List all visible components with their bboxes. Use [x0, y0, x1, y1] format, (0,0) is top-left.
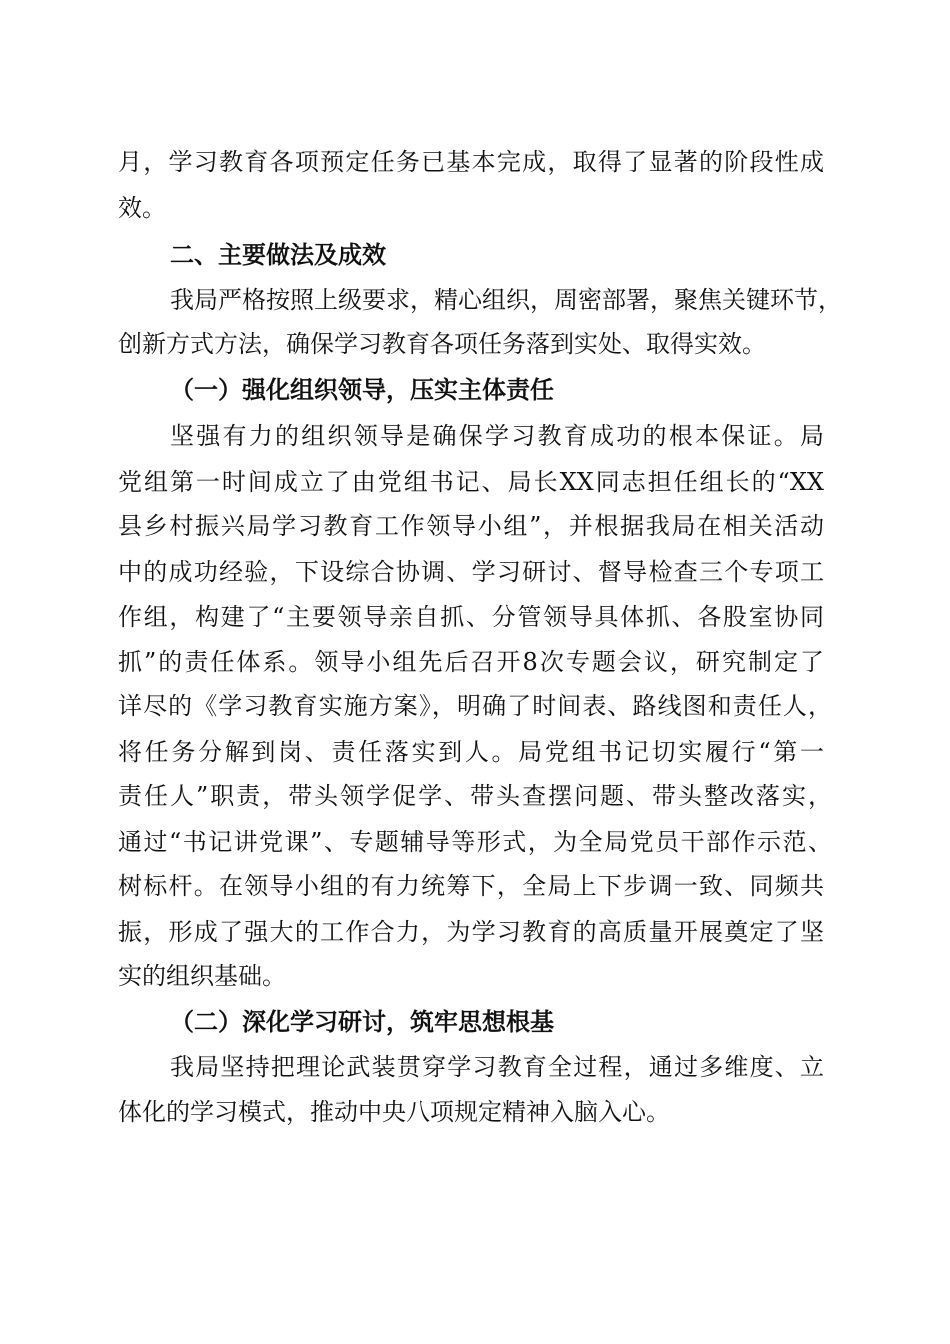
- body-text-line: 振，形成了强大的工作合力，为学习教育的高质量开展奠定了坚: [118, 918, 824, 946]
- body-text-line: 中的成功经验，下设综合协调、学习研讨、督导检查三个专项工: [118, 558, 824, 586]
- subsection-heading: （一）强化组织领导，压实主体责任: [170, 376, 554, 404]
- body-text-line: 效。: [118, 194, 166, 222]
- body-text-line: 作组，构建了“主要领导亲自抓、分管领导具体抓、各股室协同: [118, 603, 824, 631]
- body-text-line: 党组第一时间成立了由党组书记、局长XX同志担任组长的“XX: [118, 468, 824, 496]
- body-text-line: 通过“书记讲党课”、专题辅导等形式，为全局党员干部作示范、: [118, 828, 832, 856]
- body-text-line: 树标杆。在领导小组的有力统筹下，全局上下步调一致、同频共: [118, 872, 824, 900]
- body-text-line: 我局严格按照上级要求，精心组织，周密部署，聚焦关键环节，: [170, 286, 842, 314]
- body-text-line: 将任务分解到岗、责任落实到人。局党组书记切实履行“第一: [118, 738, 824, 766]
- body-text-line: 体化的学习模式，推动中央八项规定精神入脑入心。: [118, 1098, 670, 1126]
- body-text-line: 责任人”职责，带头领学促学、带头查摆问题、带头整改落实，: [118, 782, 832, 810]
- body-text-line: 我局坚持把理论武装贯穿学习教育全过程，通过多维度、立: [170, 1053, 824, 1081]
- section-heading: 二、主要做法及成效: [170, 241, 386, 269]
- body-text-line: 县乡村振兴局学习教育工作领导小组”，并根据我局在相关活动: [118, 512, 824, 540]
- body-text-line: 实的组织基础。: [118, 962, 286, 990]
- body-text-line: 抓”的责任体系。领导小组先后召开8次专题会议，研究制定了: [118, 648, 824, 676]
- body-text-line: 详尽的《学习教育实施方案》，明确了时间表、路线图和责任人，: [118, 692, 832, 720]
- subsection-heading: （二）深化学习研讨，筑牢思想根基: [170, 1008, 554, 1036]
- body-text-line: 坚强有力的组织领导是确保学习教育成功的根本保证。局: [170, 422, 824, 450]
- body-text-line: 月，学习教育各项预定任务已基本完成，取得了显著的阶段性成: [118, 148, 824, 176]
- body-text-line: 创新方式方法，确保学习教育各项任务落到实处、取得实效。: [118, 330, 766, 358]
